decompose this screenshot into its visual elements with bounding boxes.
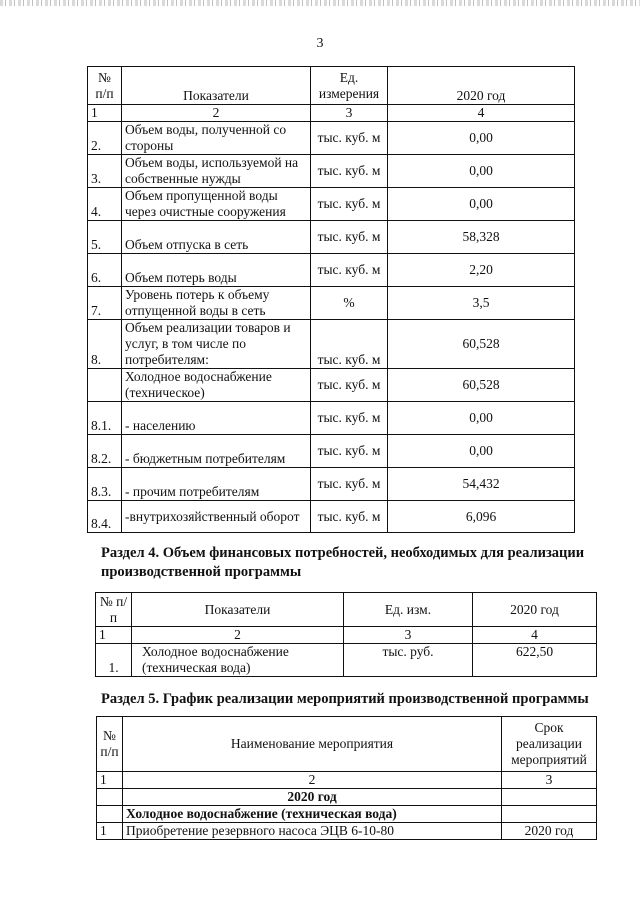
row-num: 1.: [96, 644, 132, 677]
row-name: - бюджетным потребителям: [122, 435, 311, 468]
row-num: 6.: [88, 254, 122, 287]
table-header-row: [88, 67, 575, 105]
index-cell: 2: [122, 105, 311, 122]
row-unit: тыс. куб. м: [311, 402, 388, 435]
index-cell: 2: [132, 627, 344, 644]
table-row: [88, 468, 575, 501]
row-num: 2.: [88, 122, 122, 155]
row-unit: тыс. куб. м: [311, 221, 388, 254]
scan-edge: [0, 0, 640, 6]
row-num: 5.: [88, 221, 122, 254]
row-value: 0,00: [388, 402, 575, 435]
header-term: Срок реализации мероприятий: [502, 717, 597, 772]
section-5-heading: Раздел 5. График реализации мероприятий производственной программы: [101, 691, 589, 707]
production-indicators-table: [87, 66, 575, 533]
row-value: 0,00: [388, 435, 575, 468]
row-unit: тыс. куб. м: [311, 435, 388, 468]
table-header-row: [97, 717, 597, 772]
row-value: 60,528: [388, 369, 575, 402]
row-unit: тыс. куб. м: [311, 501, 388, 533]
row-num: 8.2.: [88, 435, 122, 468]
row-name: -внутрихозяйственный оборот: [122, 501, 311, 533]
row-value: 3,5: [388, 287, 575, 320]
row-name: Приобретение резервного насоса ЭЦВ 6-10-80: [123, 823, 502, 840]
row-unit: тыс. куб. м: [311, 254, 388, 287]
row-name: Объем воды, используемой на собственные нужды: [122, 155, 311, 188]
table-row: [88, 501, 575, 533]
row-name: Холодное водоснабжение (техническая вода): [132, 644, 344, 677]
row-name: Объем пропущенной воды через очистные сооружения: [122, 188, 311, 221]
row-value: 0,00: [388, 188, 575, 221]
index-cell: 2: [123, 772, 502, 789]
table-row: [97, 823, 597, 840]
row-num: [88, 369, 122, 402]
row-num: 8.: [88, 320, 122, 369]
index-cell: 1: [96, 627, 132, 644]
group-label: Холодное водоснабжение (техническая вода): [123, 806, 502, 823]
header-num: № п/п: [97, 717, 123, 772]
row-value: 58,328: [388, 221, 575, 254]
year-row: [97, 789, 597, 806]
header-unit: Ед. изм.: [344, 593, 473, 627]
row-num: 8.1.: [88, 402, 122, 435]
group-row: [97, 806, 597, 823]
row-term: 2020 год: [502, 823, 597, 840]
table-row: [88, 221, 575, 254]
index-cell: 3: [311, 105, 388, 122]
row-unit: тыс. куб. м: [311, 155, 388, 188]
table-row: [88, 435, 575, 468]
row-unit: тыс. куб. м: [311, 369, 388, 402]
row-value: 6,096: [388, 501, 575, 533]
row-unit: тыс. руб.: [344, 644, 473, 677]
table-row: [88, 369, 575, 402]
row-value: 2,20: [388, 254, 575, 287]
row-value: 0,00: [388, 122, 575, 155]
table-row: [88, 122, 575, 155]
activities-schedule-table: [96, 716, 597, 840]
year-label: 2020 год: [123, 789, 502, 806]
table-row: [88, 402, 575, 435]
table-row: [88, 287, 575, 320]
header-indicators: Показатели: [122, 67, 311, 105]
row-value: 622,50: [473, 644, 597, 677]
page-number: 3: [316, 36, 324, 51]
row-unit: %: [311, 287, 388, 320]
table-row: [88, 254, 575, 287]
financial-needs-table: [95, 592, 597, 677]
index-cell: 1: [97, 772, 123, 789]
header-indicators: Показатели: [132, 593, 344, 627]
row-num: 8.3.: [88, 468, 122, 501]
row-value: 60,528: [388, 320, 575, 369]
header-num: № п/п: [96, 593, 132, 627]
row-name: - прочим потребителям: [122, 468, 311, 501]
index-row: [96, 627, 597, 644]
table-row: [88, 188, 575, 221]
index-cell: 1: [88, 105, 122, 122]
header-year: 2020 год: [473, 593, 597, 627]
index-cell: 3: [344, 627, 473, 644]
index-row: [97, 772, 597, 789]
row-name: Холодное водоснабжение (техническое): [122, 369, 311, 402]
row-num: 4.: [88, 188, 122, 221]
header-year: 2020 год: [388, 67, 575, 105]
row-name: Объем реализации товаров и услуг, в том числе по потребителям:: [122, 320, 311, 369]
header-activity: Наименование мероприятия: [123, 717, 502, 772]
row-num: 3.: [88, 155, 122, 188]
row-name: Объем потерь воды: [122, 254, 311, 287]
table-row: [88, 155, 575, 188]
index-cell: 3: [502, 772, 597, 789]
row-unit: тыс. куб. м: [311, 468, 388, 501]
row-value: 0,00: [388, 155, 575, 188]
index-row: [88, 105, 575, 122]
section-4-heading: Раздел 4. Объем финансовых потребностей, необходимых для реализации производственной программы: [101, 545, 585, 580]
row-unit: тыс. куб. м: [311, 122, 388, 155]
row-num: 7.: [88, 287, 122, 320]
row-unit: тыс. куб. м: [311, 320, 388, 369]
header-unit: Ед. измерения: [311, 67, 388, 105]
row-name: Уровень потерь к объему отпущенной воды в сеть: [122, 287, 311, 320]
row-value: 54,432: [388, 468, 575, 501]
row-name: - населению: [122, 402, 311, 435]
table-header-row: [96, 593, 597, 627]
row-num: 8.4.: [88, 501, 122, 533]
row-unit: тыс. куб. м: [311, 188, 388, 221]
table-row: [96, 644, 597, 677]
row-name: Объем воды, полученной со стороны: [122, 122, 311, 155]
header-num: № п/п: [88, 67, 122, 105]
index-cell: 4: [388, 105, 575, 122]
index-cell: 4: [473, 627, 597, 644]
row-name: Объем отпуска в сеть: [122, 221, 311, 254]
row-num: 1: [97, 823, 123, 840]
table-row: [88, 320, 575, 369]
